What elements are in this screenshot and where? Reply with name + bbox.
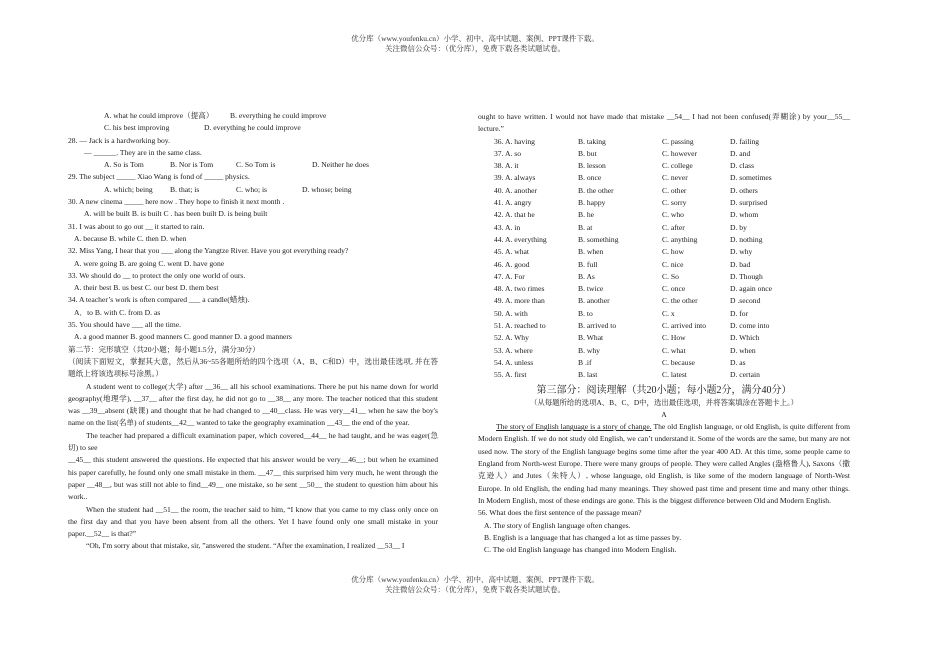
cloze-option: 43. A. in — [494, 222, 521, 232]
cloze-option: D. nothing — [730, 234, 763, 244]
cloze-option-row — [478, 136, 850, 148]
cloze-option: D. Which — [730, 333, 760, 343]
cloze-option: C. x — [662, 308, 675, 318]
cloze-option: 50. A. with — [494, 308, 528, 318]
cloze-paragraph-4: When the student had __51__ the room, the teacher said to him, “I know that you came to my class only once on the first day and that you have been absent from all the others. Yet I have found only one small mistake in your paper.__52__ is that?” — [68, 504, 438, 539]
q32-options: A. were going B. are going C. went D. have gone — [74, 258, 225, 268]
cloze-option: D. failing — [730, 136, 760, 146]
q34-stem: 34. A teacher’s work is often compared ___ a candle(蜡烛). — [68, 295, 250, 305]
q28-options: A. So is Tom B. Nor is Tom C. So Tom is D. Neither he does — [104, 160, 369, 170]
cloze-option-row — [478, 332, 850, 344]
cloze-option: D. others — [730, 185, 758, 195]
cloze-option-row — [478, 271, 850, 283]
cloze-option-row — [478, 369, 850, 381]
reading-passage-a — [478, 421, 850, 507]
cloze-option-row — [478, 308, 850, 320]
cloze-option: C. college — [662, 161, 693, 171]
cloze-paragraph-5: “Oh, I'm sorry about that mistake, sir, ”answered the student. “After the examination, I realized __53__ I — [86, 541, 405, 551]
cloze-option: B. another — [578, 296, 610, 306]
cloze-option: B. at — [578, 222, 593, 232]
cloze-option: D. come into — [730, 321, 770, 331]
cloze-option: 53. A. where — [494, 345, 533, 355]
cloze-option: D. why — [730, 247, 753, 257]
passage-body: The old English language, or old English, is quite different from Modern English. If we do not study old English, we can’t understand it. Some of the words are the same, but many are not used now. The story of the English language begins some time after the year 400 AD. At this time, some people came to England from North-west Europe. There were many groups of people. They were called Angles (盎格鲁人), Saxons（撒克逊人）and Jutes（朱特人）, whose language, old English, is like some of the modern language of North-West Europe. In old English, the ending had many meanings. They showed past time and present time and many other things. In Modern English, most of these endings are gone. This is the biggest difference between Old and Modern English. — [478, 422, 850, 505]
cloze-option: D. again once — [730, 284, 772, 294]
cloze-option: D. by — [730, 222, 747, 232]
cloze-option: C. because — [662, 357, 695, 367]
cloze-option: 41. A. angry — [494, 198, 532, 208]
section3-instructions: （从每题所给的选项A、B、C、D中，选出最佳选项，并将答案填涂在答题卡上。） — [529, 397, 799, 407]
cloze-option: B. something — [578, 234, 619, 244]
q30-options: A. will be built B. is built C . has been built D. is being built — [84, 209, 268, 219]
cloze-options-list — [478, 136, 850, 382]
cloze-option: D .second — [730, 296, 761, 306]
cloze-option: B. when — [578, 247, 604, 257]
cloze-option-row — [478, 209, 850, 221]
cloze-option: C. how — [662, 247, 684, 257]
q31-options: A. because B. while C. then D. when — [74, 233, 187, 243]
cloze-option: 44. A. everything — [494, 234, 547, 244]
cloze-option: 46. A. good — [494, 259, 530, 269]
q29-stem: 29. The subject _____ Xiao Wang is fond of _____ physics. — [68, 172, 250, 182]
section2-title: 第二节：完形填空（共20小题；每小题1.5分，满分30分） — [68, 344, 260, 354]
cloze-paragraph-2: The teacher had prepared a difficult examination paper, which covered__44__ he had taught, and he was eager(急切) to see — [68, 430, 438, 453]
page-footer — [0, 575, 950, 595]
cloze-option: B. he — [578, 210, 595, 220]
cloze-option: 48. A. two rimes — [494, 284, 545, 294]
q29-options: A. which; being B. that; is C. who; is D. whose; being — [104, 184, 352, 194]
cloze-option: 38. A. it — [494, 161, 519, 171]
cloze-option-row — [478, 283, 850, 295]
q27-options-ab: A. what he could improve（提高） B. everything he could improve — [104, 111, 327, 120]
cloze-option: D. and — [730, 148, 751, 158]
cloze-option-row — [478, 148, 850, 160]
cloze-option: C. however — [662, 148, 698, 158]
cloze-option: D. sometimes — [730, 173, 772, 183]
passage-first-sentence: The story of English language is a story of change. — [496, 422, 652, 432]
cloze-option: D. for — [730, 308, 749, 318]
section2-instructions: （阅读下面短文，掌握其大意，然后从36~55各题所给的四个选项（A、B、C和D）中，选出最佳选项, 并在答题纸上将该选项标号涂黑。） — [68, 356, 438, 379]
cloze-option: C. How — [662, 333, 686, 343]
cloze-option: B. lesson — [578, 161, 606, 171]
cloze-option: C. who — [662, 210, 684, 220]
cloze-option: D. whom — [730, 210, 759, 220]
q30-stem: 30. A new cinema _____ here now . They hope to finish it next month . — [68, 197, 285, 207]
cloze-option-row — [478, 160, 850, 172]
cloze-option: 39. A. always — [494, 173, 536, 183]
q56-option-b: B. English is a language that has changed a lot as time passes by. — [484, 532, 682, 542]
section3-title: 第三部分：阅读理解（共20小题；每小题2分，满分40分） — [536, 384, 792, 396]
cloze-option: D. bad — [730, 259, 751, 269]
cloze-option: 49. A. more than — [494, 296, 545, 306]
cloze-option-row — [478, 246, 850, 258]
cloze-option: C. the other — [662, 296, 698, 306]
cloze-option: C. once — [662, 284, 686, 294]
cloze-option: 40. A. another — [494, 185, 538, 195]
q34-options: A．to B. with C. from D. as — [74, 307, 161, 317]
q28-stem2: — ______. They are in the same class. — [84, 147, 202, 157]
cloze-option: C. never — [662, 173, 688, 183]
cloze-option-row — [478, 320, 850, 332]
cloze-option-row — [478, 259, 850, 271]
q56-option-c: C. The old English language has changed into Modern English. — [484, 545, 677, 555]
cloze-option-row — [478, 234, 850, 246]
cloze-option: B. happy — [578, 198, 606, 208]
cloze-option: D. class — [730, 161, 755, 171]
cloze-option: B. twice — [578, 284, 604, 294]
q33-options: A. their best B. us best C. our best D. them best — [74, 283, 219, 293]
cloze-option: D. certain — [730, 370, 760, 380]
cloze-option: D. Though — [730, 271, 763, 281]
cloze-option-row — [478, 185, 850, 197]
q28-stem: 28. — Jack is a hardworking boy. — [68, 135, 171, 145]
cloze-option: B. taking — [578, 136, 606, 146]
q27-options-cd: C. his best improving D. everything he could improve — [104, 123, 301, 133]
cloze-option: 45. A. what — [494, 247, 530, 257]
q31-stem: 31. I was about to go out __ it started to rain. — [68, 221, 205, 231]
cloze-option: C. So — [662, 271, 679, 281]
cloze-option-row — [478, 172, 850, 184]
q33-stem: 33. We should do __ to protect the only one world of ours. — [68, 270, 246, 280]
cloze-option: 54. A. unless — [494, 357, 534, 367]
cloze-option-row — [478, 357, 850, 369]
left-column — [68, 110, 438, 553]
cloze-option: 42. A. that he — [494, 210, 535, 220]
cloze-option: B .if — [578, 357, 592, 367]
cloze-option-row — [478, 222, 850, 234]
q56-stem: 56. What does the first sentence of the passage mean? — [478, 508, 642, 518]
cloze-option: D. as — [730, 357, 746, 367]
cloze-option: D. surprised — [730, 198, 768, 208]
header-line-1: 优分库（www.youfenku.cn）小学、初中、高中试题、案例、PPT课件下载。 — [351, 34, 599, 43]
cloze-paragraph-1: A student went to college(大学) after __36__ all his school examinations. There he put his name down for world geography(地理学), __37__ after the first day, he did not go to __38__ any more. The teacher noticed that this student was __39__absent (缺课) and thought that he had changed to __40__class. He was very__41__ when he saw the boy's name on the list(名单) of students__42__ wanted to take the geography examination __43__ the end of the year. — [68, 381, 438, 428]
cloze-option: B. to — [578, 308, 593, 318]
cloze-option: D. when — [730, 345, 756, 355]
cloze-option: C. passing — [662, 136, 694, 146]
cloze-option: C. what — [662, 345, 686, 355]
q56-option-a: A. The story of English language often changes. — [484, 520, 631, 530]
cloze-option: B. but — [578, 148, 597, 158]
cloze-option: 36. A. having — [494, 136, 535, 146]
cloze-paragraph-3: __45__ this student answered the questions. He expected that his answer would be very__46__; but when he examined his paper carefully, he found only one small mistake in them. __47__ this surprised him very much, he went through the paper __48__, but was still not able to find__49__ one mistake, so he sent __50__ the student to question him about his work.. — [68, 455, 438, 502]
right-column — [478, 111, 850, 556]
cloze-option: C. other — [662, 185, 687, 195]
cloze-option: C. latest — [662, 370, 687, 380]
cloze-option: B. arrived to — [578, 321, 617, 331]
passage-label: A — [661, 409, 667, 419]
cloze-option: 52. A. Why — [494, 333, 529, 343]
cloze-option: B. As — [578, 271, 595, 281]
cloze-option: B. full — [578, 259, 598, 269]
cloze-option: C. arrived into — [662, 321, 707, 331]
cloze-option-row — [478, 345, 850, 357]
cloze-option: 55. A. first — [494, 370, 527, 380]
cloze-option: B. why — [578, 345, 600, 355]
page-header — [0, 34, 950, 54]
header-line-2: 关注微信公众号：（优分库），免费下载各类试题试卷。 — [385, 44, 565, 53]
cloze-option: B. once — [578, 173, 602, 183]
cloze-option: 51. A. reached to — [494, 321, 546, 331]
cloze-option-row — [478, 295, 850, 307]
cloze-continuation: ought to have written. I would not have made that mistake __54__ I had not been confused(弄糊涂) by your__55__ lecture.” — [478, 112, 850, 134]
cloze-option: B. last — [578, 370, 598, 380]
q35-stem: 35. You should have ___ all the time. — [68, 320, 182, 330]
cloze-option: 47. A. For — [494, 271, 525, 281]
cloze-option: 37. A. so — [494, 148, 522, 158]
footer-line-2: 关注微信公众号：（优分库），免费下载各类试题试卷。 — [385, 585, 565, 594]
q35-options: A. a good manner B. good manners C. good manner D. a good manners — [74, 332, 292, 342]
cloze-option: C. after — [662, 222, 685, 232]
cloze-option: B. What — [578, 333, 604, 343]
q32-stem: 32. Miss Yang, I hear that you ___ along the Yangtze River. Have you got everything ready? — [68, 246, 349, 256]
footer-line-1: 优分库（www.youfenku.cn）小学、初中、高中试题、案例、PPT课件下载。 — [351, 575, 599, 584]
cloze-option: C. sorry — [662, 198, 687, 208]
cloze-option: C. anything — [662, 234, 698, 244]
cloze-option: C. nice — [662, 259, 684, 269]
cloze-option: B. the other — [578, 185, 614, 195]
cloze-option-row — [478, 197, 850, 209]
